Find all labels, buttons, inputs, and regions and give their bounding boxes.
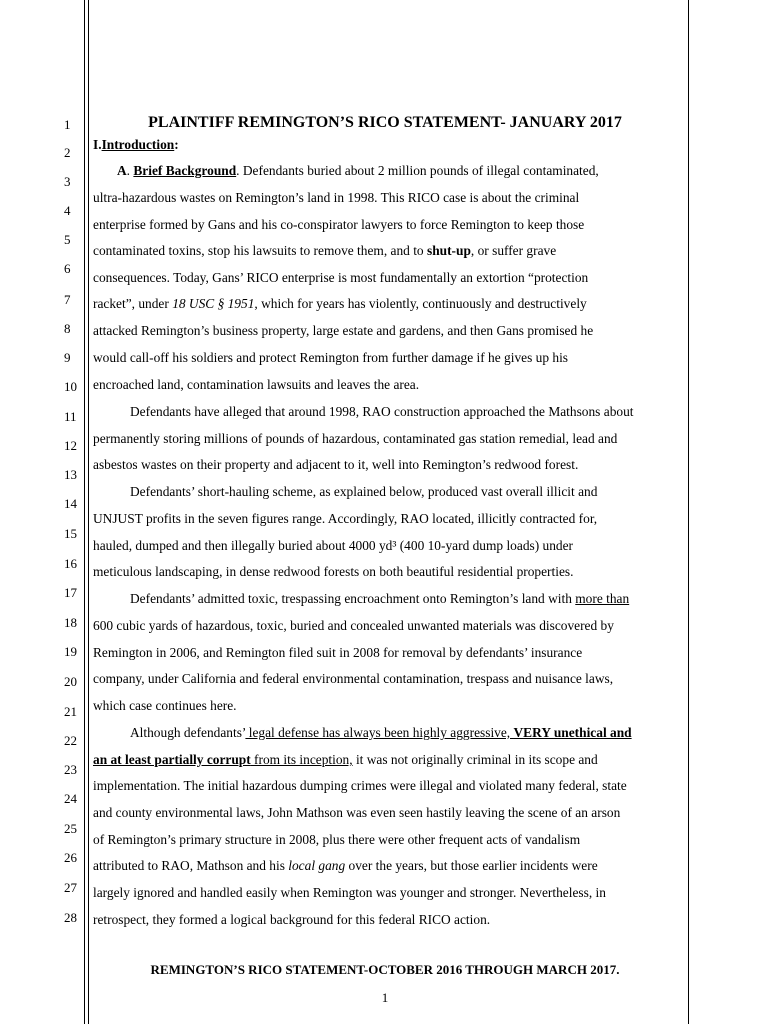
subheading-sep: . <box>126 163 134 178</box>
line-number: 26 <box>64 850 77 865</box>
section-heading <box>93 137 179 153</box>
paragraph-line: Remington in 2006, and Remington filed suit in 2008 for removal by defendants’ insurance <box>93 645 583 660</box>
line-number: 9 <box>64 350 71 365</box>
text-run: Defendants’ admitted toxic, trespassing encroachment onto Remington’s land with <box>130 591 576 606</box>
document-title: PLAINTIFF REMINGTON’S RICO STATEMENT- JANUARY 2017 <box>148 114 622 131</box>
text-run: over the years, but those earlier incidents were <box>345 858 598 873</box>
underlined-text: legal defense has always been highly aggressive, <box>245 725 514 740</box>
line-number: 7 <box>64 292 71 307</box>
paragraph-line <box>93 243 556 259</box>
line-number: 22 <box>64 733 77 748</box>
bold-underlined-text: an at least partially corrupt <box>93 752 251 767</box>
left-margin-rule-outer <box>84 0 85 1024</box>
bold-text: shut-up <box>426 243 471 258</box>
paragraph-line: 600 cubic yards of hazardous, toxic, buried and concealed unwanted materials was discovered by <box>93 618 614 633</box>
text-run: attributed to RAO, Mathson and his <box>93 858 289 873</box>
paragraph-line: company, under California and federal environmental contamination, trespass and nuisance laws, <box>93 671 614 686</box>
line-number: 10 <box>64 379 77 394</box>
line-number: 8 <box>64 321 71 336</box>
paragraph-line: meticulous landscaping, in dense redwood forests on both beautiful residential properties. <box>93 564 574 579</box>
paragraph-line: UNJUST profits in the seven figures range. Accordingly, RAO located, illicitly contracted for, <box>93 511 598 526</box>
paragraph-line: of Remington’s primary structure in 2008, plus there were other frequent acts of vandalism <box>93 832 581 847</box>
paragraph-line: ultra-hazardous wastes on Remington’s land in 1998. This RICO case is about the criminal <box>93 190 580 205</box>
line-number: 12 <box>64 438 77 453</box>
line-number: 24 <box>64 791 77 806</box>
paragraph-line: which case continues here. <box>93 698 237 713</box>
text-run: , which for years has violently, continuously and destructively <box>254 296 587 311</box>
paragraph-line: asbestos wastes on their property and adjacent to it, well into Remington’s redwood forest. <box>93 457 579 472</box>
paragraph-line: hauled, dumped and then illegally buried about 4000 yd³ (400 10-yard dump loads) under <box>93 538 574 553</box>
paragraph-line: implementation. The initial hazardous dumping crimes were illegal and violated many federal, state <box>93 778 627 793</box>
line-number: 27 <box>64 880 77 895</box>
line-number: 2 <box>64 145 71 160</box>
right-margin-rule <box>688 0 689 1024</box>
underlined-text: more than <box>575 591 630 606</box>
paragraph-line <box>93 858 598 874</box>
text-run: it was not originally criminal in its scope and <box>352 752 598 767</box>
line-number: 17 <box>64 585 77 600</box>
line-number: 3 <box>64 174 71 189</box>
paragraph-line <box>130 725 632 741</box>
line-number: 13 <box>64 467 77 482</box>
footer-title: REMINGTON’S RICO STATEMENT-OCTOBER 2016 THROUGH MARCH 2017. <box>150 962 620 977</box>
paragraph-line: encroached land, contamination lawsuits and leaves the area. <box>93 377 420 392</box>
subheading-label: Brief Background <box>133 163 237 178</box>
line-number: 25 <box>64 821 77 836</box>
text-run: racket”, under <box>93 296 173 311</box>
paragraph-line: retrospect, they formed a logical background for this federal RICO action. <box>93 912 491 927</box>
line-number: 21 <box>64 704 77 719</box>
line-number: 18 <box>64 615 77 630</box>
underlined-text: from its inception, <box>250 752 353 767</box>
line-number: 1 <box>64 117 71 132</box>
paragraph-line: enterprise formed by Gans and his co-conspirator lawyers to force Remington to keep those <box>93 217 585 232</box>
text-run: contaminated toxins, stop his lawsuits to remove them, and to <box>93 243 427 258</box>
line-number: 19 <box>64 644 77 659</box>
line-number: 20 <box>64 674 77 689</box>
paragraph-line: Defendants have alleged that around 1998, RAO construction approached the Mathsons about <box>130 404 634 419</box>
bold-underlined-text: VERY unethical and <box>513 725 632 740</box>
paragraph-line: permanently storing millions of pounds of hazardous, contaminated gas station remedial, lead and <box>93 431 618 446</box>
section-number: I. <box>93 137 102 152</box>
line-number: 5 <box>64 232 71 247</box>
subheading-period: . <box>236 163 240 178</box>
paragraph-line <box>93 752 598 768</box>
section-colon: : <box>174 137 179 152</box>
text-run: Although defendants’ <box>130 725 246 740</box>
text-run: Defendants buried about 2 million pounds of illegal contaminated, <box>239 163 599 178</box>
italic-text: local gang <box>288 858 346 873</box>
line-number: 23 <box>64 762 77 777</box>
section-label: Introduction <box>101 137 175 152</box>
left-margin-rule-inner <box>88 0 89 1024</box>
line-number: 16 <box>64 556 77 571</box>
paragraph-line: consequences. Today, Gans’ RICO enterprise is most fundamentally an extortion “protection <box>93 270 589 285</box>
line-number: 15 <box>64 526 77 541</box>
italic-citation: 18 USC § 1951 <box>172 296 255 311</box>
paragraph-line <box>93 296 587 312</box>
paragraph-line <box>117 163 599 179</box>
line-number: 11 <box>64 409 77 424</box>
subheading-letter: A <box>117 163 127 178</box>
paragraph-line: largely ignored and handled easily when Remington was younger and stronger. Nevertheless, in <box>93 885 606 900</box>
paragraph-line: and county environmental laws, John Mathson was even seen hastily leaving the scene of an arson <box>93 805 621 820</box>
paragraph-line: attacked Remington’s business property, large estate and gardens, and then Gans promised he <box>93 323 594 338</box>
paragraph-line: would call-off his soldiers and protect Remington from further damage if he gives up his <box>93 350 569 365</box>
line-number: 28 <box>64 910 77 925</box>
paragraph-line: Defendants’ short-hauling scheme, as explained below, produced vast overall illicit and <box>130 484 598 499</box>
paragraph-line <box>130 591 629 607</box>
line-number: 14 <box>64 496 77 511</box>
line-number: 6 <box>64 261 71 276</box>
text-run: , or suffer grave <box>470 243 557 258</box>
line-number: 4 <box>64 203 71 218</box>
page-number: 1 <box>381 990 389 1005</box>
